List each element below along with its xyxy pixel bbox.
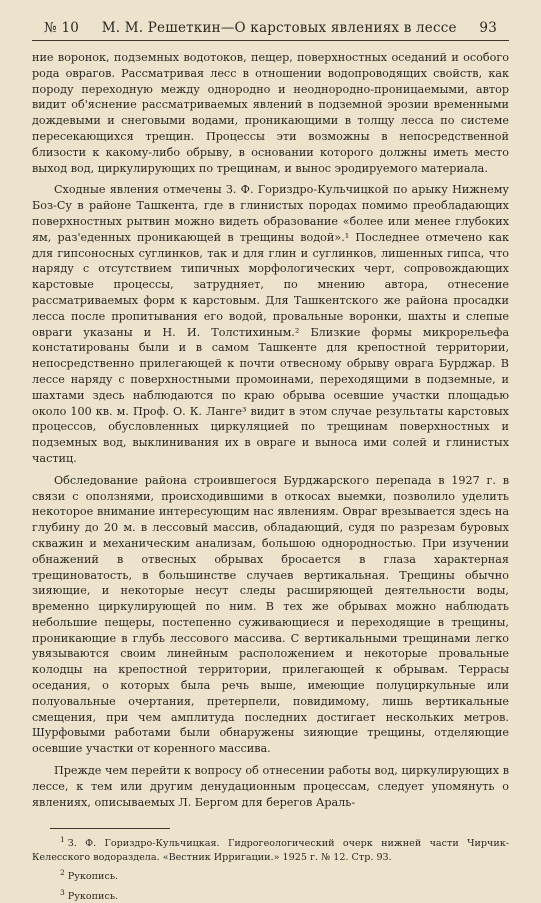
paragraph-4: Прежде чем перейти к вопросу об отнесении работы вод, циркулирующих в лессе, к тем или другим денудационным процессам, следует упомянуть о явлениях, описываемых Л. Бергом для берегов Араль- [32,764,509,809]
running-title: М. М. Решеткин—О карстовых явлениях в лессе [101,20,457,36]
paragraph-3: Обследование района строившегося Бурджарского перепада в 1927 г. в связи с оползнями, происходившими в откосах выемки, позволило уделить некоторое внимание интересующим нас явлениям. Овраг врезывается здесь на глубину до 20 м. в лессовый массив, обладающий, судя по разрезам буровых скважин и механическим анализам, большою однородностью. При изучении обнажений в отвесных обрывах бросается в глаза характерная трещиноватость, в большинстве случаев вертикальная. Трещины обычно зияющие, и некоторые несут следы расширяющей деятельности воды, временно циркулирующей по ним. В тех же обрывах можно наблюдать небольшие пещеры, постепенно суживающиеся и переходящие в трещины, проникающие в глубь лессового массива. С вертикальными трещинами легко увязываются своим линейным расположением и некоторые провальные колодцы на крепостной территории, прилегающей к обрывам. Террасы оседания, о которых была речь выше, имеющие полуциркульные или полуовальные очертания, претерпели, повидимому, лишь вертикальные смещения, при чем амплитуда последних достигает нескольких метров. Шурфовыми работами были обнаружены зияющие трещины, отделяющие осевшие участки от коренного массива. [32,473,509,756]
footnote-2: $^2$ Рукопись. [60,868,119,883]
paragraph-1: ние воронок, подземных водотоков, пещер, поверхностных оседаний и особого рода оврагов. Рассматривая лесс в отношении водопроводящих свойств, как породу переходную между однородно и неоднородно-проницаемыми, автор видит об'яснение рассматриваемых явлений в подземной эрозии временными дождевыми и снеговыми водами, проникающими в толщу лесса по системе пересекающихся трещин. Процессы эти возможны в непосредственной близости к какому-либо обрыву, в основании которого должны иметь место выход вод, циркулирующих по трещинам, и вынос эродируемого материала. [32,51,509,175]
issue-number: № 10 [44,20,80,36]
footnote-1: $^1$ З. Ф. Гориздро-Кульчицкая. Гидрогеологический очерк нижней части Чирчик-Келесского водораздела. «Вестник Ирригации.» 1925 г. № 12. Стр. 93. [32,835,509,863]
footnote-divider [50,828,170,829]
paragraph-2: Сходные явления отмечены З. Ф. Гориздро-Кульчицкой по арыку Нижнему Боз-Су в районе Ташкента, где в глинистых породах помимо преобладающих поверхностных рытвин можно видеть образование «более или менее глубоких ям, раз'еденных проникающей в трещины водой».¹ Последнее отмечено как для гипсоносных суглинков, так и для глин и суглинков, лишенных гипса, что наряду с отсутствием типичных морфологических черт, сопровождающих карстовые процессы, затрудняет, по мнению автора, отнесение рассматриваемых форм к карстовым. Для Ташкентского же района просадки лесса после пропитывания его водой, провальные воронки, шахты и слепые овраги указаны и Н. И. Толстихиным.² Близкие формы микрорельефа констатированы были и в самом Ташкенте для крепостной территории, непосредственно прилегающей к почти отвесному обрыву оврага Бурджар. В лессе наряду с поверхностными промоинами, переходящими в подземные, и шахтами здесь наблюдаются по краю обрыва осевшие участки площадью около 100 кв. м. Проф. О. К. Ланге³ видит в этом случае результаты карстовых процессов, обусловленных циркуляцией по трещинам поверхностных и подземных вод, выклинивания их в овраге и выноса ими солей и глинистых частиц. [32,183,509,465]
article-body [32,50,509,810]
page-number: 93 [479,20,497,36]
running-header [32,20,509,41]
footnote-3: $^3$ Рукопись. [60,887,119,902]
footnotes [32,828,509,903]
